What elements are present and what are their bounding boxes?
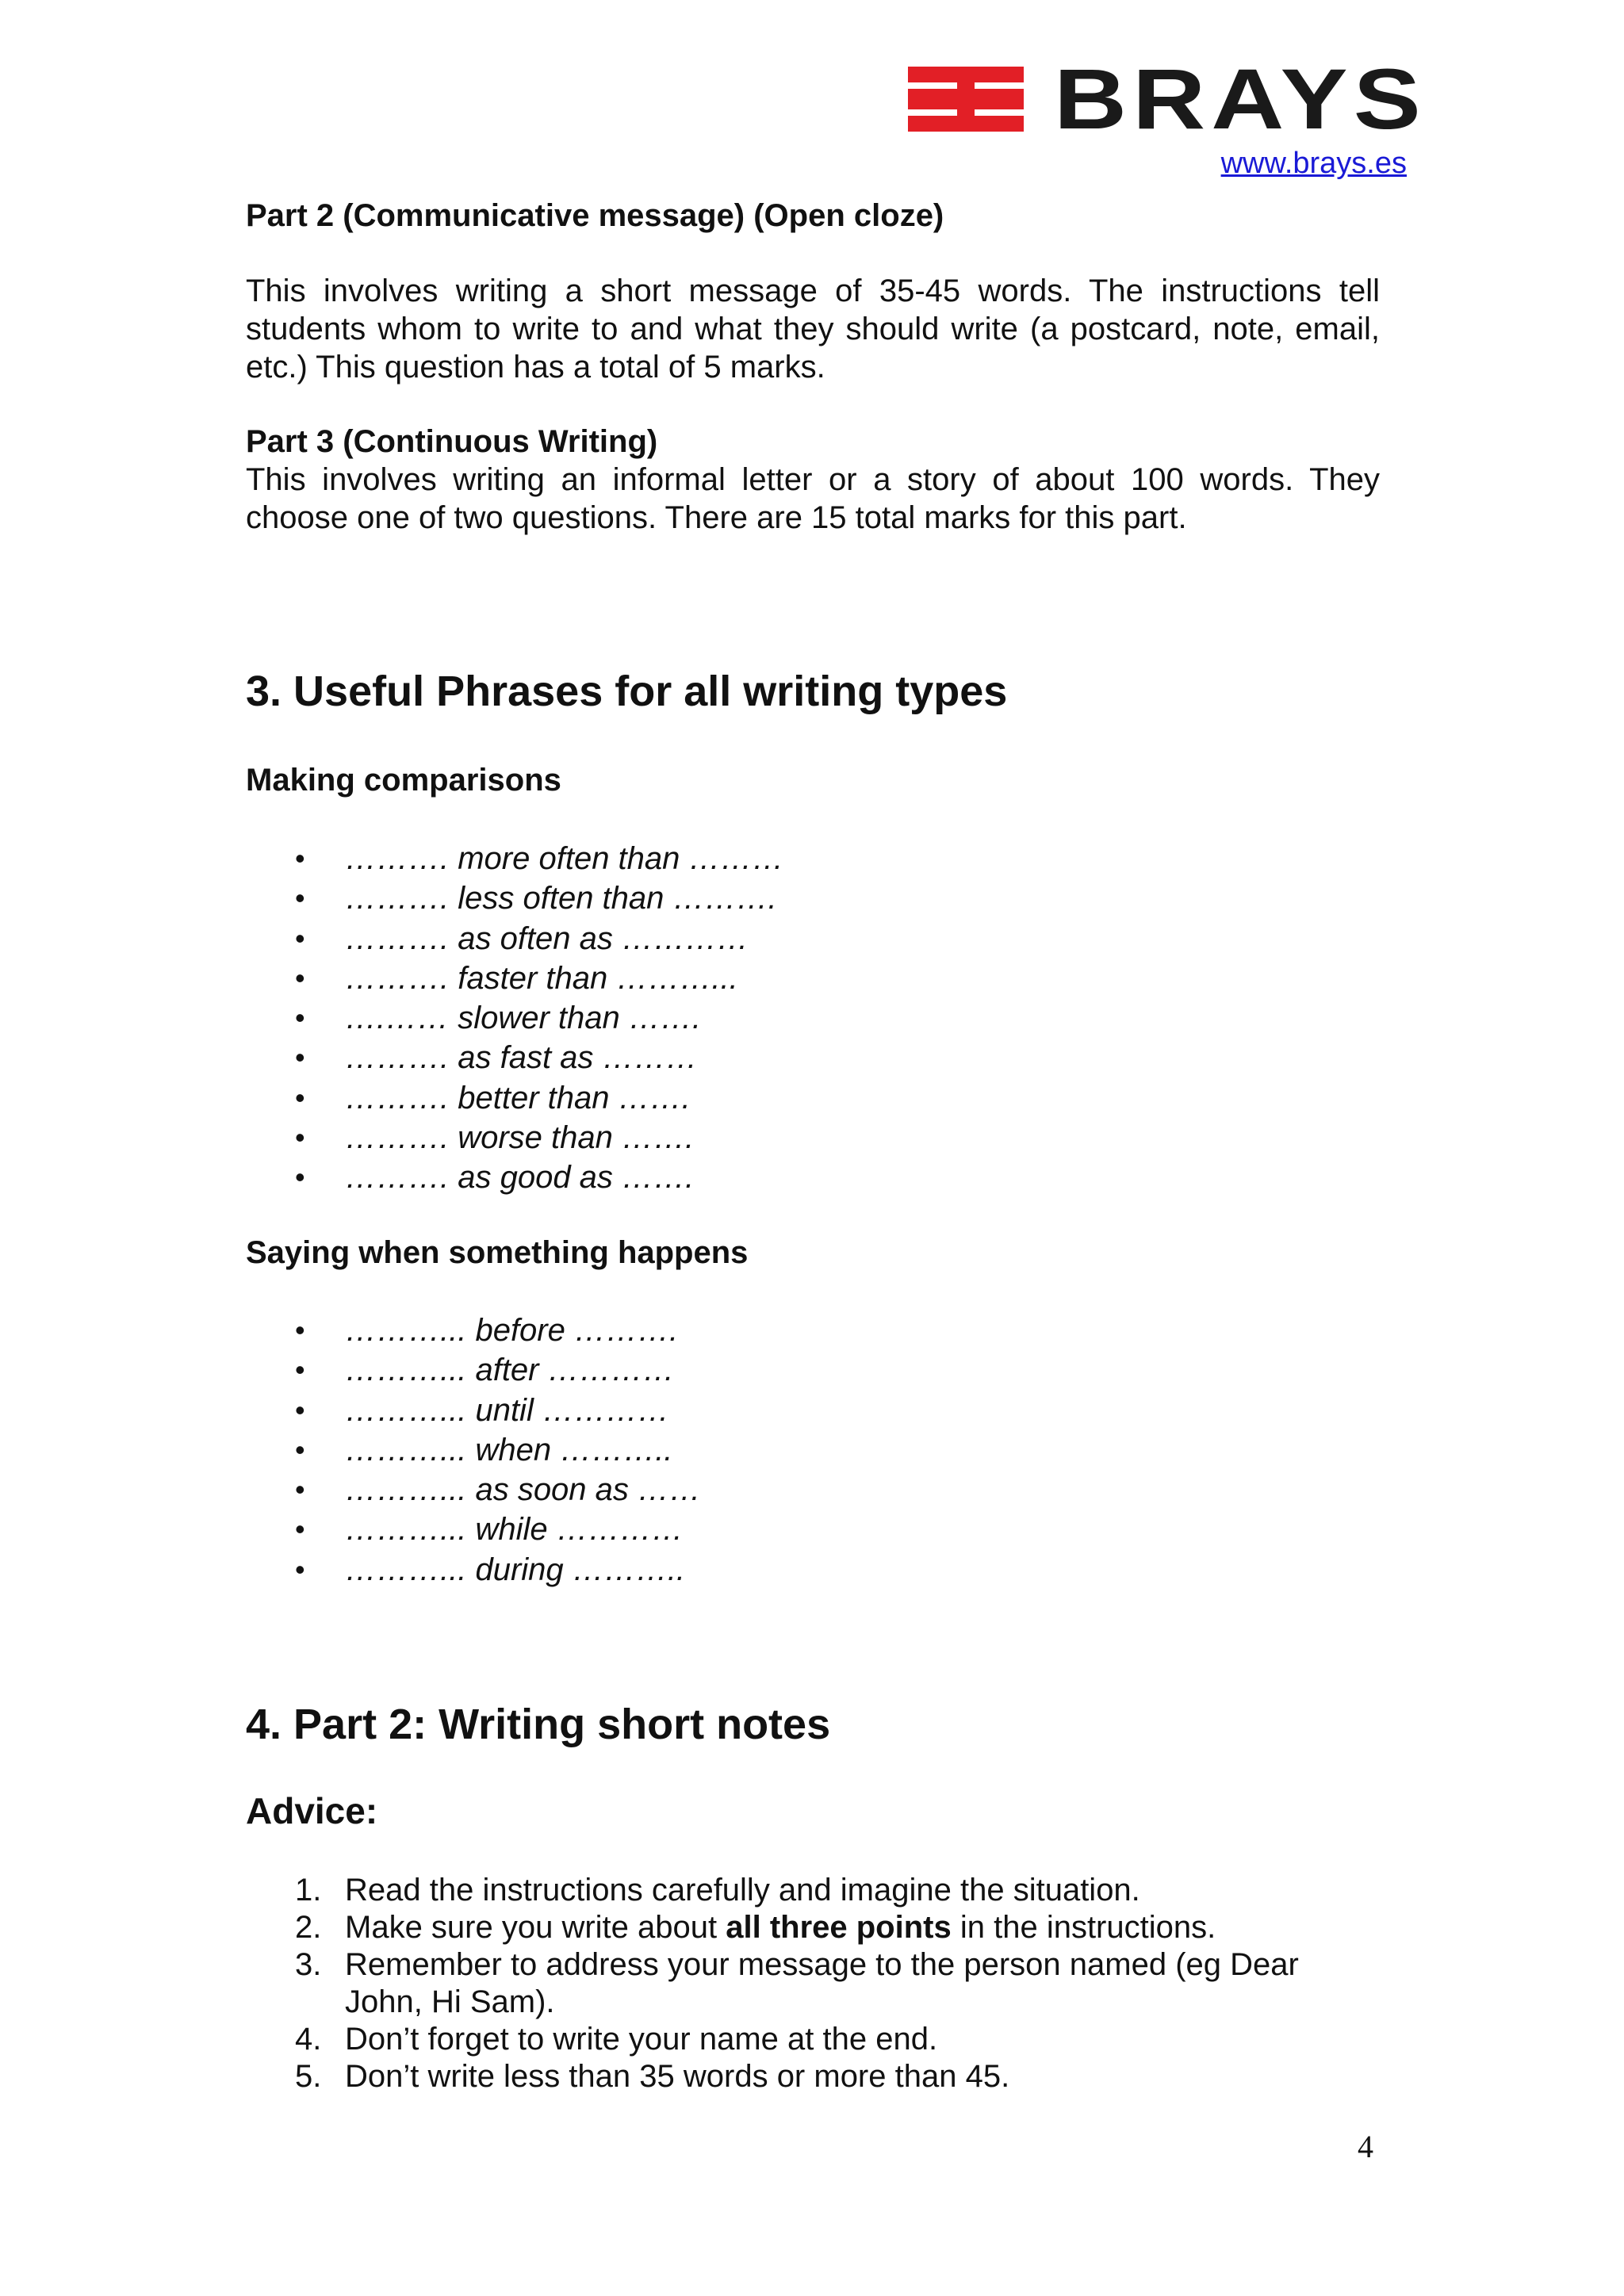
comparisons-list [246,839,1380,1198]
list-item: • ………. better than ……. [246,1078,1380,1118]
comparisons-heading: Making comparisons [246,763,561,798]
bullet-icon: • [295,1353,305,1387]
bullet-icon: • [295,1081,305,1114]
list-item: • ………. more often than ……… [246,839,1380,878]
part2-body: This involves writing a short message of 35-45 words. The instructions tell students whom to write to and what they should write (a postcard, note, email, etc.) This question has a total of 5 marks. [246,274,1380,385]
advice-list [246,1872,1380,2095]
bullet-icon: • [295,1161,305,1194]
bullet-icon: • [295,1552,305,1586]
list-item: • ………. worse than ……. [246,1118,1380,1158]
list-item: • ………... while ………… [246,1510,1380,1549]
bullet-icon: • [295,1433,305,1466]
flag-icon [908,67,1024,132]
list-item: • ………. as often as ………… [246,919,1380,959]
section4-title: 4. Part 2: Writing short notes [246,1701,831,1748]
bullet-icon: • [295,1473,305,1506]
bullet-icon: • [295,921,305,955]
list-item: • ….…… slower than ……. [246,998,1380,1038]
bullet-icon: • [295,1041,305,1074]
list-item: • ………... after ………… [246,1350,1380,1390]
list-item: • ………. as fast as ……… [246,1038,1380,1077]
section3-title: 3. Useful Phrases for all writing types [246,668,1008,715]
list-item: 2. Make sure you write about all three points in the instructions. [295,1910,1216,1945]
when-list [246,1311,1380,1590]
website-link[interactable]: www.brays.es [1220,147,1407,180]
list-item: • ………. as good as ……. [246,1158,1380,1197]
list-item: • ………... before ………. [246,1311,1380,1350]
list-item: 4. Don’t forget to write your name at the end. [295,2022,938,2057]
part2-heading: Part 2 (Communicative message) (Open cloze) [246,198,944,233]
advice-heading: Advice: [246,1790,378,1831]
list-item: • ………... when ……….. [246,1430,1380,1470]
bullet-icon: • [295,1393,305,1426]
list-item: • ………. less often than ………. [246,878,1380,918]
bullet-icon: • [295,1513,305,1546]
logo-wordmark: BRAYS [1054,51,1427,147]
bullet-icon: • [295,1314,305,1346]
list-item: 1. Read the instructions carefully and imagine the situation. [295,1873,1140,1908]
bullet-icon: • [295,961,305,994]
when-heading: Saying when something happens [246,1235,749,1270]
list-item: • ………... as soon as …… [246,1470,1380,1510]
brays-logo [908,51,1438,147]
bullet-icon: • [295,1121,305,1154]
list-item: 5. Don’t write less than 35 words or more than 45. [295,2059,1010,2094]
list-item: • ………... during ……….. [246,1550,1380,1590]
part3-heading: Part 3 (Continuous Writing) [246,424,658,459]
list-item: • ………... until ………… [246,1391,1380,1430]
list-item: • ………. faster than ………... [246,959,1380,998]
page-number: 4 [1358,2129,1373,2164]
bullet-icon: • [295,882,305,915]
list-item: 3. Remember to address your message to the person named (eg Dear John, Hi Sam). [295,1947,1299,2019]
part3-body: This involves writing an informal letter or a story of about 100 words. They choose one of two questions. There are 15 total marks for this part. [246,462,1380,535]
bullet-icon: • [295,842,305,874]
bullet-icon: • [295,1001,305,1035]
